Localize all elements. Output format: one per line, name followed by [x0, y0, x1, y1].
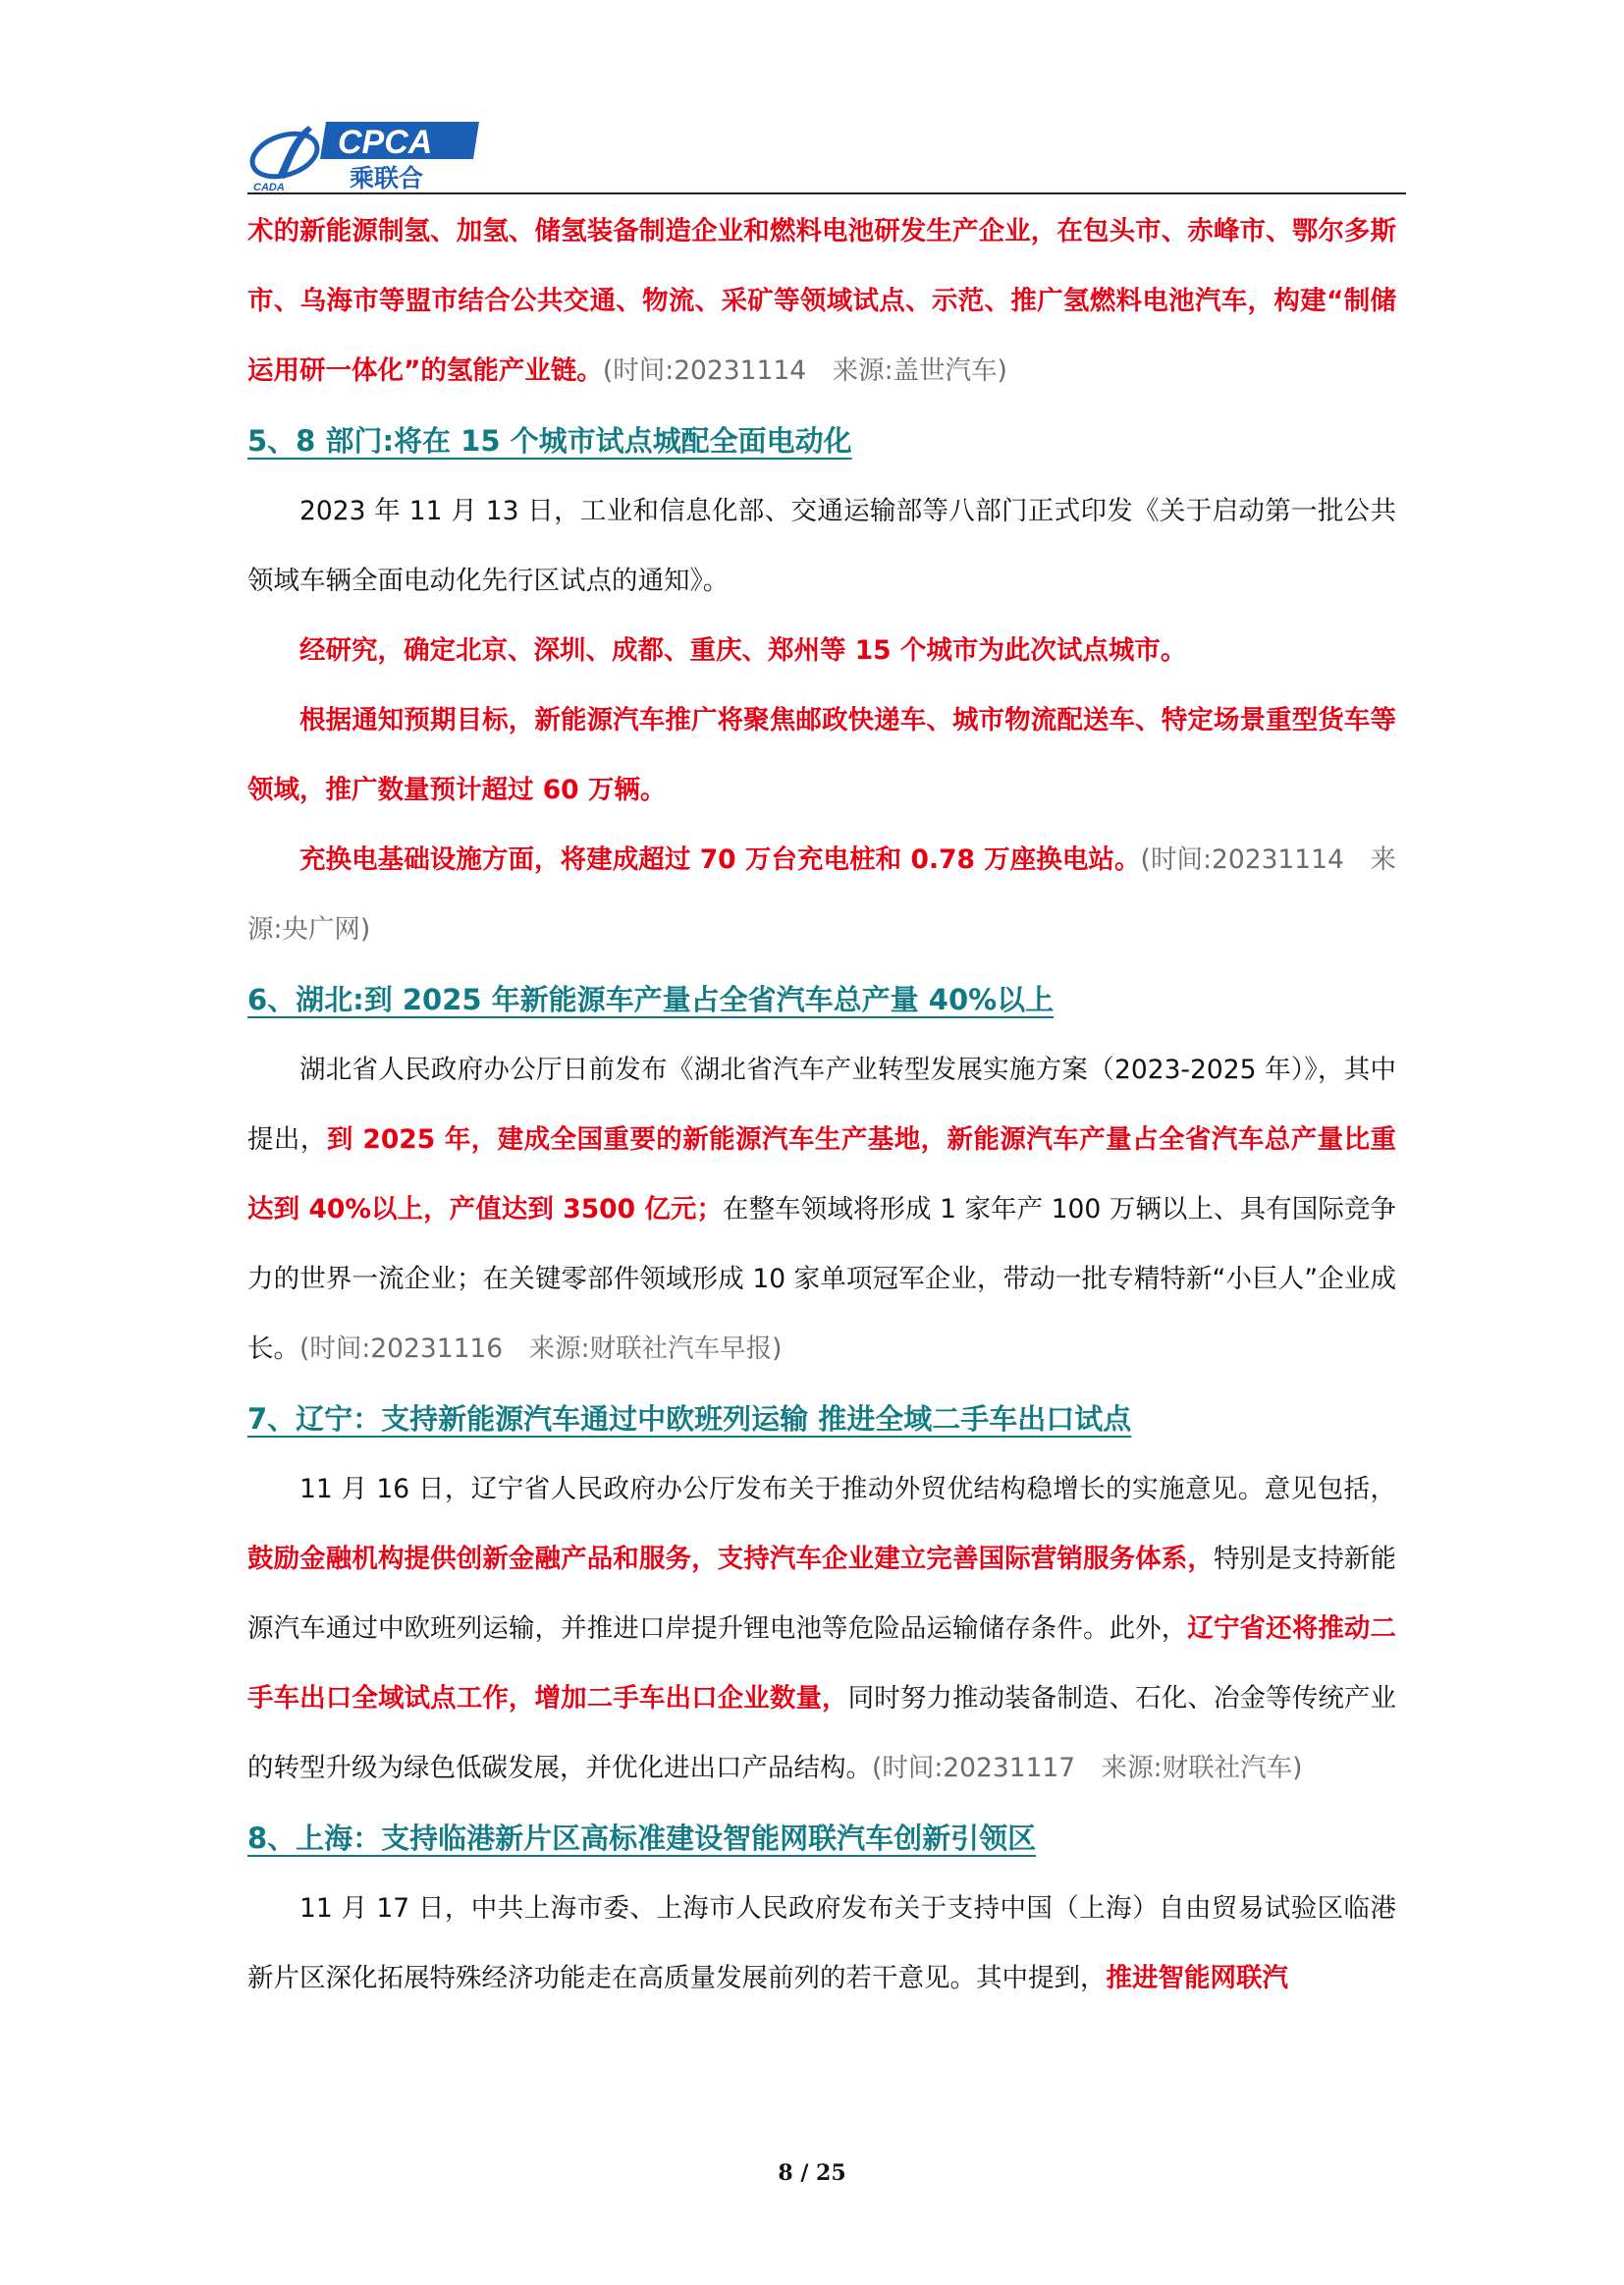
page-number: 8 / 25: [778, 2160, 846, 2186]
section-8-heading: 8、上海：支持临港新片区高标准建设智能网联汽车创新引领区: [247, 1822, 1037, 1855]
section-5-paragraph-2: 经研究，确定北京、深圳、成都、重庆、郑州等 15 个城市为此次试点城市。: [299, 635, 1187, 666]
svg-text:CADA: CADA: [253, 182, 285, 192]
svg-text:乘联合: 乘联合: [350, 164, 424, 192]
svg-text:CPCA: CPCA: [338, 124, 433, 161]
section-6-heading: 6、湖北:到 2025 年新能源车产量占全省汽车总产量 40%以上: [247, 983, 1055, 1016]
section-5-paragraph-4: 充换电基础设施方面，将建成超过 70 万台充电桩和 0.78 万座换电站。(时间:20231114 来源:央广网): [247, 844, 1396, 945]
section-6-paragraph-1: 湖北省人民政府办公厅日前发布《湖北省汽车产业转型发展实施方案（2023-2025 年）》，其中提出，到 2025 年，建成全国重要的新能源汽车生产基地，新能源汽车产量占全省汽车总产量比重达到 40%以上，产值达到 3500 亿元；在整车领域将形成 1 家年产 100 万辆以上、具有国际竞争力的世界一流企业；在关键零部件领域形成 10 家单项冠军企业，带动一批专精特新“小巨人”企业成长。(时间:20231116 来源:财联社汽车早报): [247, 1055, 1396, 1364]
document-body: [247, 196, 1396, 2013]
cpca-logo: [247, 116, 483, 192]
section-5-heading: 5、8 部门:将在 15 个城市试点城配全面电动化: [247, 424, 852, 458]
section-5-paragraph-1: 2023 年 11 月 13 日，工业和信息化部、交通运输部等八部门正式印发《关于启动第一批公共领域车辆全面电动化先行区试点的通知》。: [247, 496, 1396, 596]
page-header: [247, 116, 1406, 192]
section-5-paragraph-3: 根据通知预期目标，新能源汽车推广将聚焦邮政快递车、城市物流配送车、特定场景重型货车等领域，推广数量预计超过 60 万辆。: [247, 705, 1396, 805]
header-divider: [247, 192, 1406, 194]
section-4-continuation: 术的新能源制氢、加氢、储氢装备制造企业和燃料电池研发生产企业，在包头市、赤峰市、鄂尔多斯市、乌海市等盟市结合公共交通、物流、采矿等领域试点、示范、推广氢燃料电池汽车，构建“制储运用研一体化”的氢能产业链。(时间:20231114 来源:盖世汽车): [247, 216, 1396, 386]
section-7-paragraph-1: 11 月 16 日，辽宁省人民政府办公厅发布关于推动外贸优结构稳增长的实施意见。意见包括，鼓励金融机构提供创新金融产品和服务，支持汽车企业建立完善国际营销服务体系，特别是支持新能源汽车通过中欧班列运输，并推进口岸提升锂电池等危险品运输储存条件。此外，辽宁省还将推动二手车出口全域试点工作，增加二手车出口企业数量，同时努力推动装备制造、石化、冶金等传统产业的转型升级为绿色低碳发展，并优化进出口产品结构。(时间:20231117 来源:财联社汽车): [247, 1474, 1397, 1783]
section-8-paragraph-1: 11 月 17 日，中共上海市委、上海市人民政府发布关于支持中国（上海）自由贸易试验区临港新片区深化拓展特殊经济功能走在高质量发展前列的若干意见。其中提到，推进智能网联汽: [247, 1893, 1396, 1993]
section-7-heading: 7、辽宁：支持新能源汽车通过中欧班列运输 推进全域二手车出口试点: [247, 1402, 1132, 1436]
